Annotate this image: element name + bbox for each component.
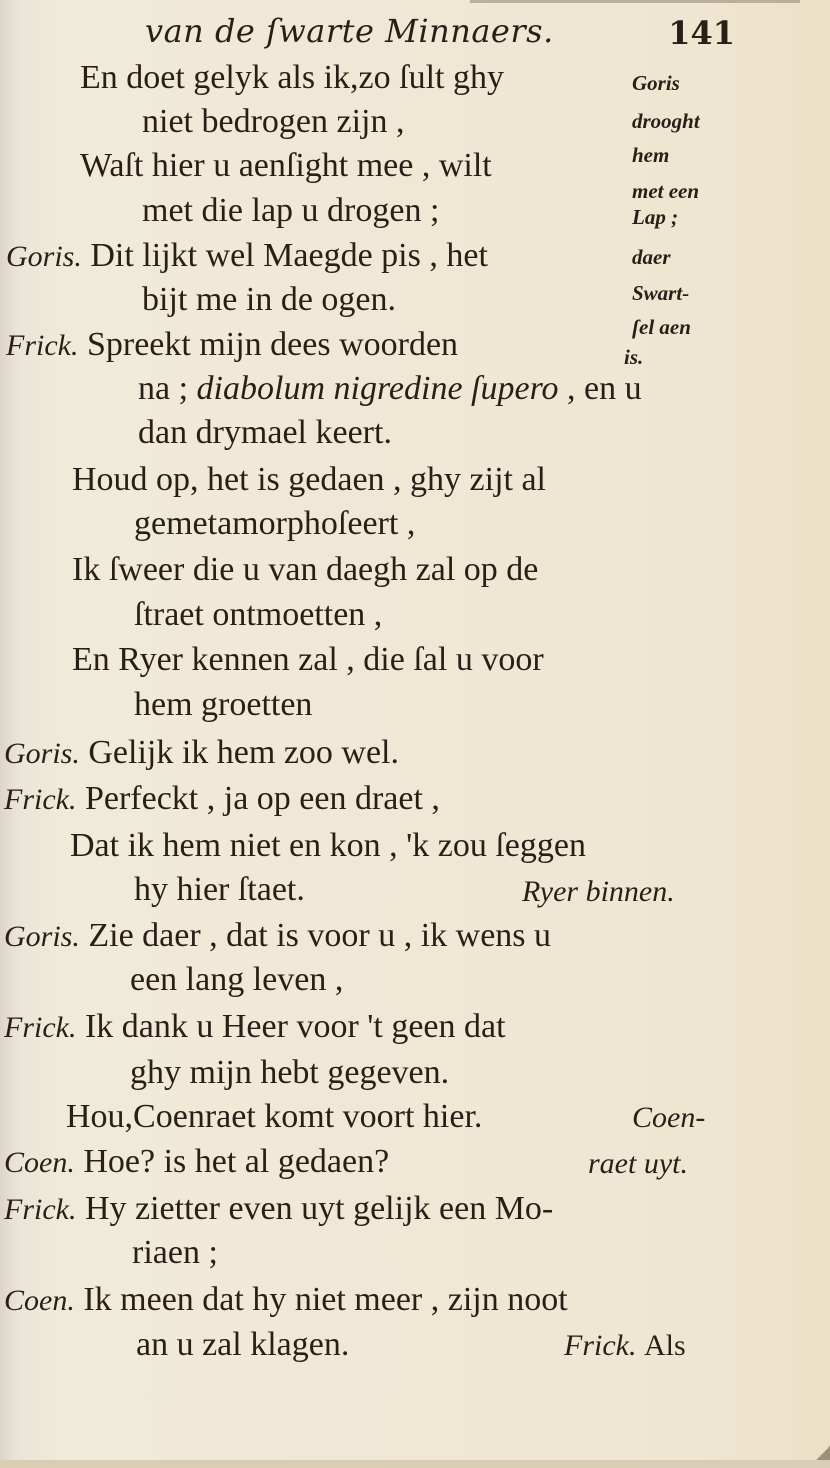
running-title: van de ſwarte Minnaers.: [145, 12, 554, 50]
margin-note: ſel aen: [632, 315, 691, 339]
margin-note: daer: [632, 245, 671, 269]
stage-direction: Coen-: [632, 1101, 706, 1134]
text-line: met die lap u drogen ;: [142, 192, 440, 229]
text-line: na ; diabolum nigredine ſupero , en u: [138, 370, 642, 407]
page-corner: [808, 1446, 830, 1468]
catchword: Frick. Als: [564, 1329, 686, 1362]
speaker-label: Coen.: [4, 1146, 75, 1179]
margin-note: Goris: [632, 71, 680, 95]
text-line: Goris. Gelijk ik hem zoo wel.: [4, 734, 400, 771]
speaker-label: Goris.: [4, 737, 80, 770]
page-number: 141: [668, 14, 735, 52]
text-line: gemetamorphoſeert ,: [134, 505, 416, 542]
text-line: een lang leven ,: [130, 961, 344, 998]
stage-direction: raet uyt.: [588, 1147, 688, 1180]
margin-note: Swart-: [632, 281, 690, 305]
text-line: En Ryer kennen zal , die ſal u voor: [72, 641, 544, 678]
speaker-label: Frick.: [6, 329, 79, 362]
text-line: Waſt hier u aenſight mee , wilt: [80, 147, 492, 184]
text-line: hem groetten: [134, 686, 313, 723]
text-line: Ik ſweer die u van daegh zal op de: [72, 551, 539, 588]
text-line: Frick. Ik dank u Heer voor 't geen dat: [4, 1008, 506, 1045]
margin-note: drooght: [632, 109, 700, 133]
margin-note: hem: [632, 143, 670, 167]
speaker-label: Frick.: [4, 1193, 77, 1226]
text-line: riaen ;: [132, 1234, 218, 1271]
text-line: ſtraet ontmoetten ,: [134, 596, 383, 633]
text-line: an u zal klagen.: [136, 1326, 350, 1363]
text-line: hy hier ſtaet.: [134, 871, 305, 908]
text-line: Hou,Coenraet komt voort hier.: [66, 1098, 483, 1135]
page-top-edge: [470, 0, 800, 3]
latin-incantation: diabolum nigredine ſupero: [196, 370, 559, 407]
margin-note: met een: [632, 179, 700, 203]
text-line: Frick. Spreekt mijn dees woorden: [6, 326, 459, 363]
text-line: En doet gelyk als ik,zo ſult ghy: [80, 59, 504, 96]
text-line: Frick. Hy zietter even uyt gelijk een Mo-: [4, 1190, 554, 1227]
text-line: niet bedrogen zijn ,: [142, 103, 405, 140]
speaker-label: Frick.: [4, 783, 77, 816]
text-line: bijt me in de ogen.: [142, 281, 397, 318]
text-line: ghy mijn hebt gegeven.: [130, 1054, 450, 1091]
text-line: Goris. Zie daer , dat is voor u , ik wens u: [4, 917, 552, 954]
text-line: dan drymael keert.: [138, 414, 392, 451]
text-line: Coen. Ik meen dat hy niet meer , zijn noot: [4, 1281, 568, 1318]
margin-note: is.: [624, 345, 644, 369]
speaker-label: Goris.: [4, 920, 80, 953]
margin-note: Lap ;: [632, 205, 679, 229]
speaker-label: Frick.: [4, 1011, 77, 1044]
text-line: Houd op, het is gedaen , ghy zijt al: [72, 461, 547, 498]
text-line: Frick. Perfeckt , ja op een draet ,: [4, 780, 440, 817]
text-line: Dat ik hem niet en kon , 'k zou ſeggen: [70, 827, 586, 864]
speaker-label: Goris.: [6, 240, 82, 273]
text-line: Goris. Dit lijkt wel Maegde pis , het: [6, 237, 488, 274]
speaker-label: Coen.: [4, 1284, 75, 1317]
text-line: Coen. Hoe? is het al gedaen?: [4, 1143, 390, 1180]
stage-direction: Ryer binnen.: [522, 875, 675, 908]
page-header: [145, 12, 735, 56]
